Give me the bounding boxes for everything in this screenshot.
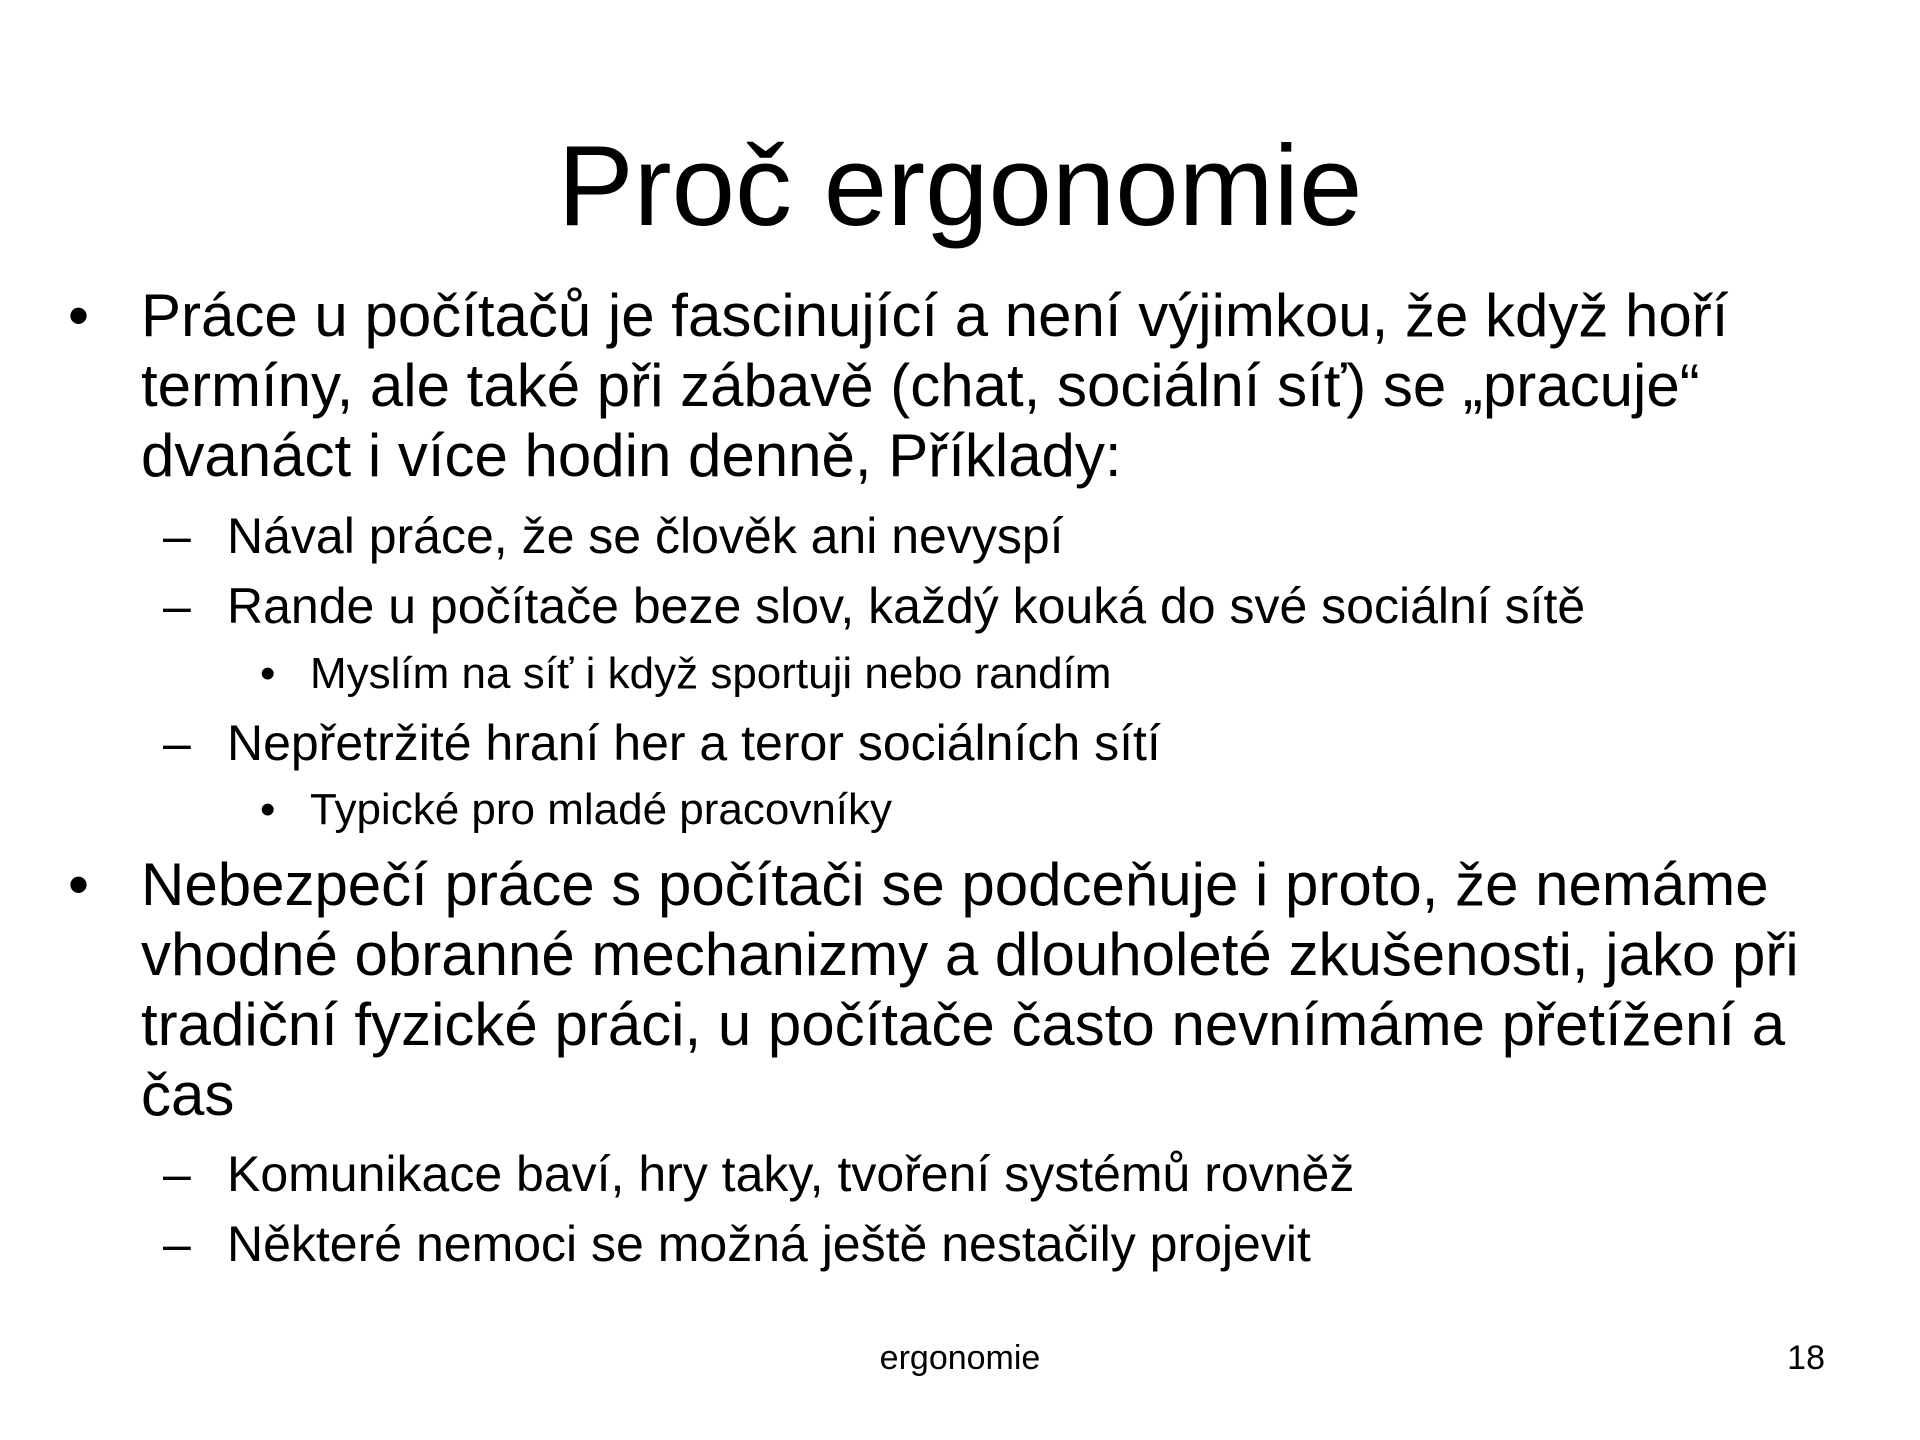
dash-icon: – (163, 1146, 191, 1202)
sub-item-2-2 (163, 1214, 1827, 1274)
sub-item-1-2 (163, 576, 1827, 636)
sub-sub-item-1-3-1 (260, 784, 1810, 836)
sub-item-1-1 (163, 506, 1827, 566)
bullet-item-2 (68, 850, 1841, 1130)
sub-item-2-1 (163, 1144, 1827, 1204)
bullet-item-2-text: Nebezpečí práce s počítači se podceňuje i proto, že nemáme vhodné obranné mechanizmy a dlouholeté zkušenosti, jako při tradiční fyzické práci, u počítače často nevnímáme přetížení a čas (141, 851, 1799, 1128)
sub-item-1-1-text: Nával práce, že se člověk ani nevyspí (227, 508, 1064, 564)
bullet-item-1-text: Práce u počítačů je fascinující a není výjimkou, že když hoří termíny, ale také při zábavě (chat, sociální síť) se „pracuje“ dvanáct i více hodin denně, Příklady: (141, 282, 1729, 489)
dash-icon: – (163, 508, 191, 564)
sub-item-2-2-text: Některé nemoci se možná ještě nestačily projevit (227, 1216, 1311, 1272)
dash-icon: – (163, 578, 191, 634)
bullet-icon: • (260, 785, 276, 834)
bullet-icon: • (68, 282, 90, 349)
page-number: 18 (1787, 1339, 1825, 1377)
dash-icon: – (163, 715, 191, 771)
footer-label: ergonomie (879, 1339, 1041, 1377)
sub-sub-item-1-2-1-text: Myslím na síť i když sportuji nebo randím (310, 649, 1112, 698)
sub-item-2-1-text: Komunikace baví, hry taky, tvoření systémů rovněž (227, 1146, 1355, 1202)
sub-item-1-3 (163, 713, 1827, 773)
slide-title: Proč ergonomie (557, 123, 1363, 250)
bullet-icon: • (260, 649, 276, 698)
bullet-icon: • (68, 851, 90, 918)
sub-item-1-3-text: Nepřetržité hraní her a teror sociálních sítí (227, 715, 1161, 771)
bullet-item-1 (68, 281, 1841, 491)
dash-icon: – (163, 1216, 191, 1272)
sub-item-1-2-text: Rande u počítače beze slov, každý kouká do své sociální sítě (227, 578, 1586, 634)
sub-sub-item-1-2-1 (260, 648, 1810, 700)
sub-sub-item-1-3-1-text: Typické pro mladé pracovníky (310, 785, 893, 834)
